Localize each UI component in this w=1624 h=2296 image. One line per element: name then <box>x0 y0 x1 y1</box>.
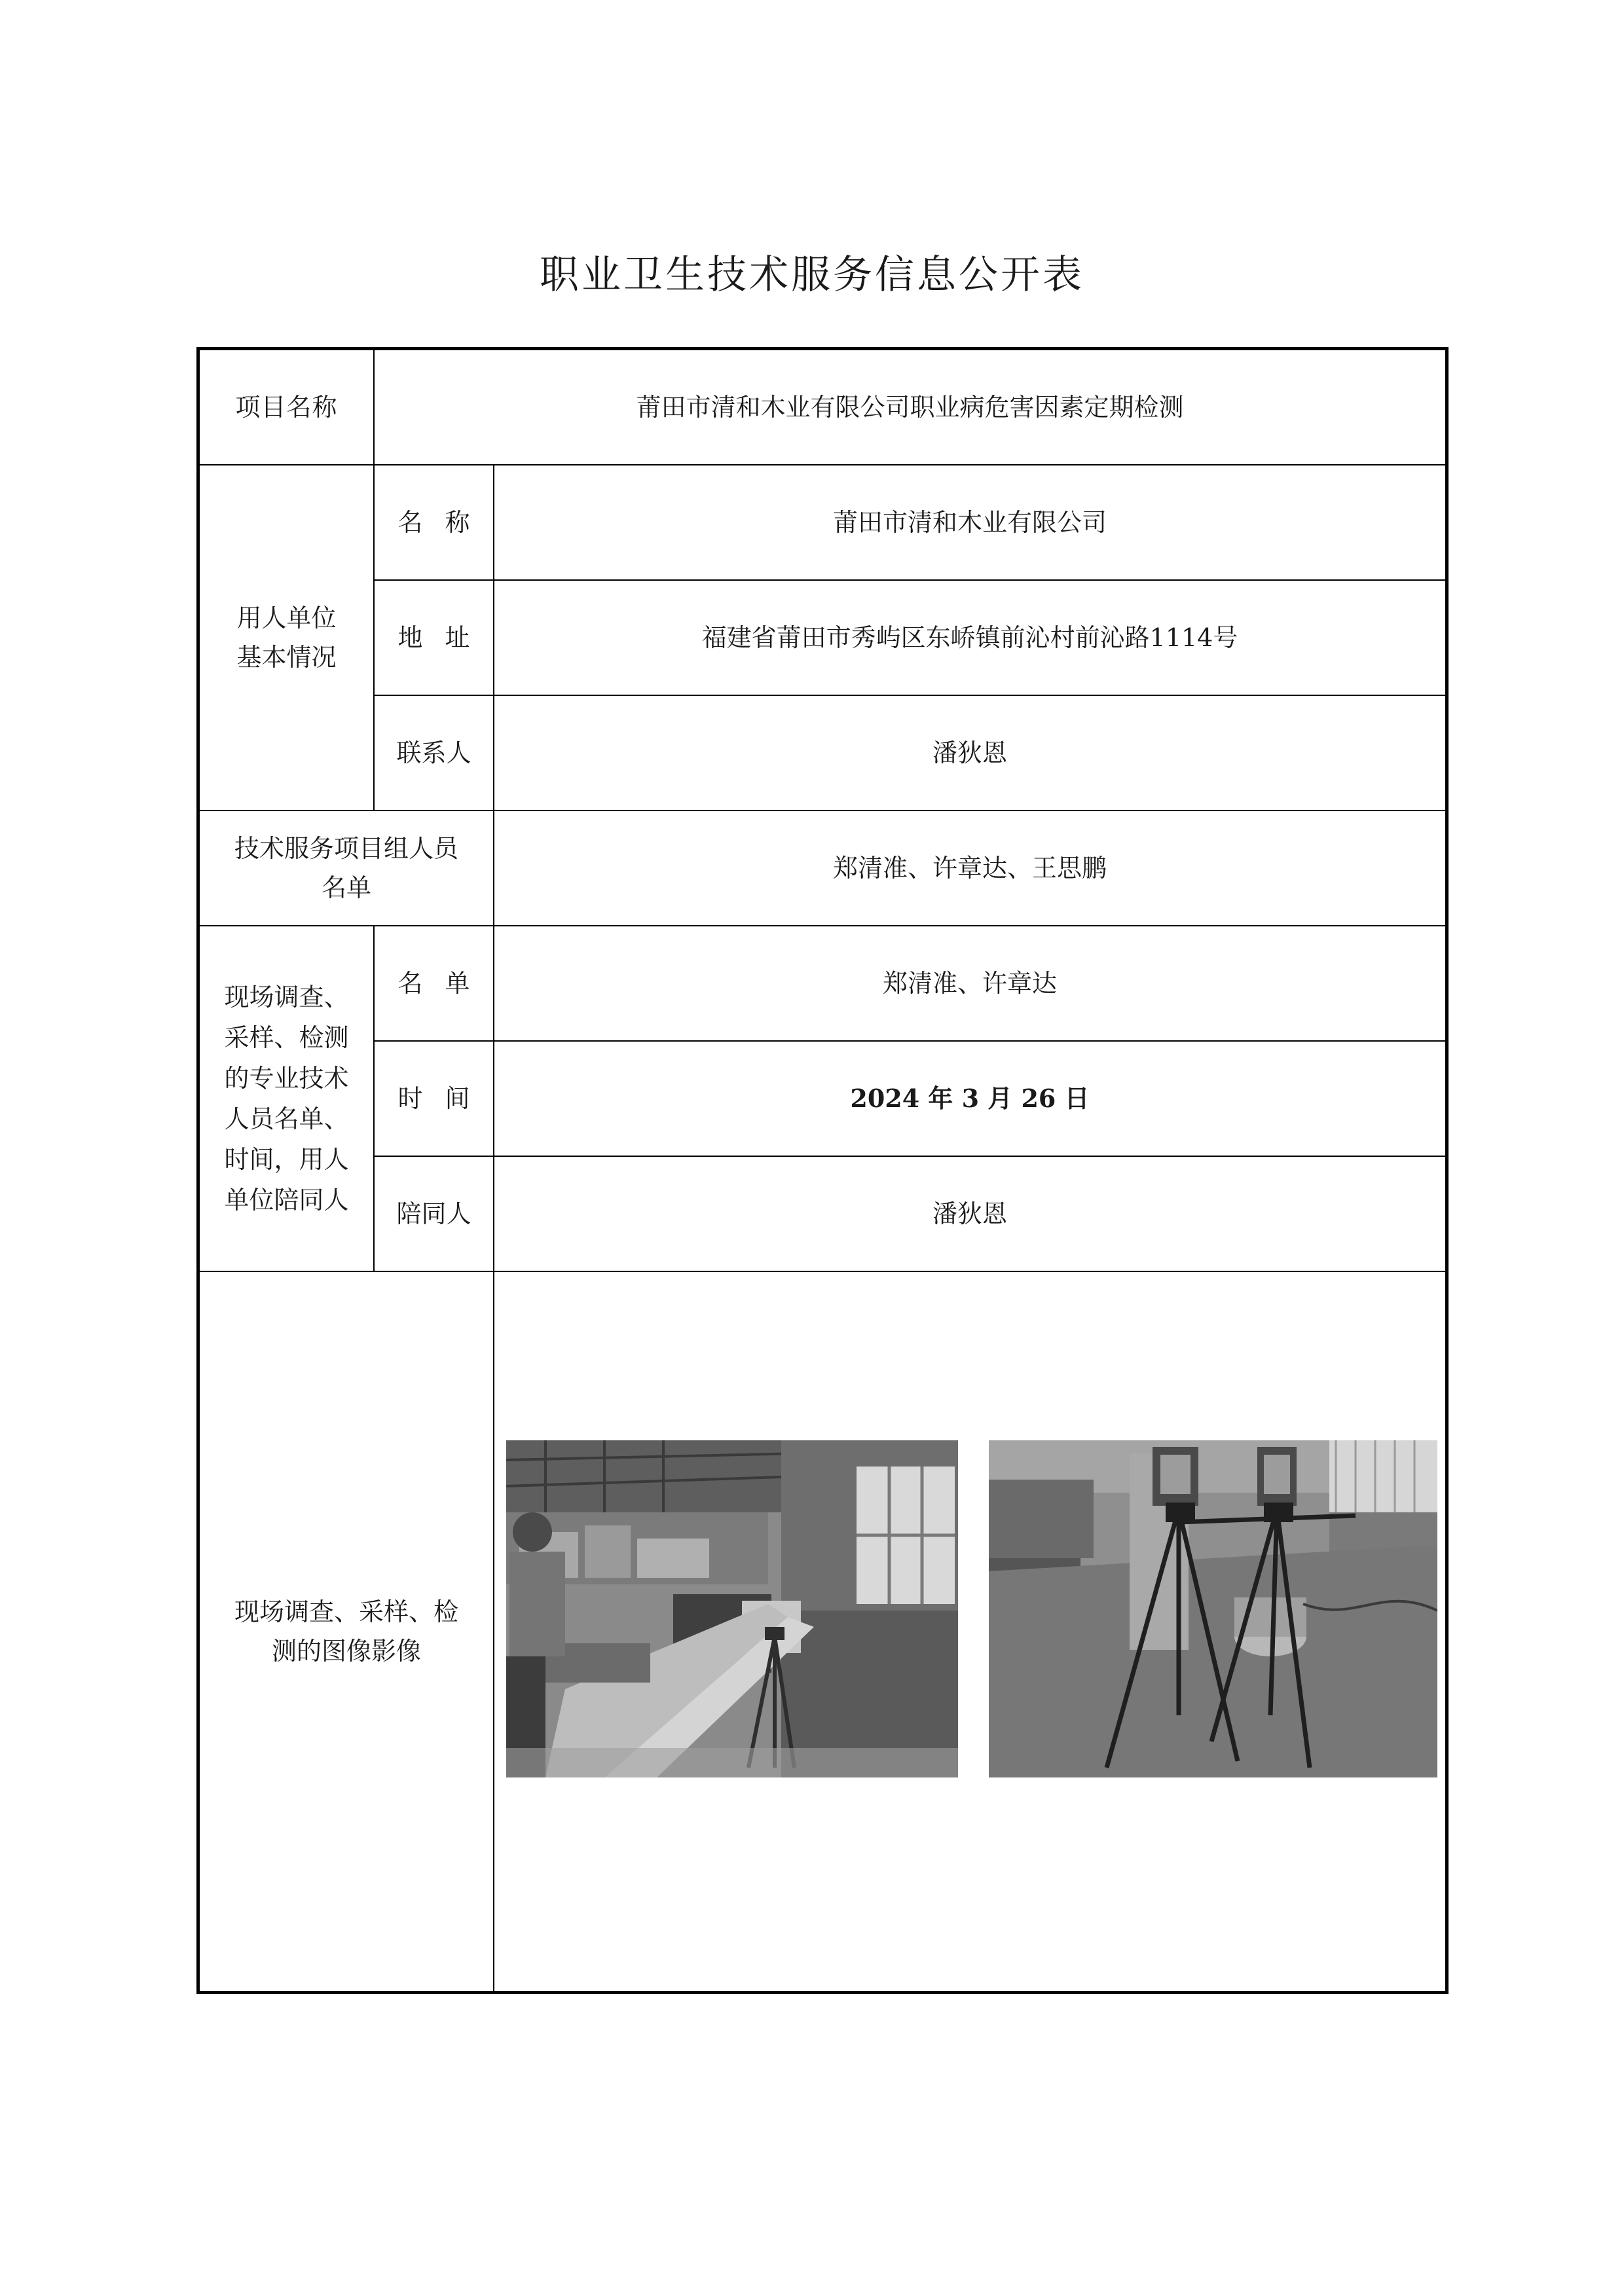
col-divider <box>493 1271 494 1991</box>
info-table <box>196 347 1449 1994</box>
survey-time-label-b: 间 <box>445 1084 470 1113</box>
team-label <box>200 811 493 925</box>
survey-escort-label: 陪同人 <box>396 1199 471 1228</box>
survey-label-line: 采样、检测 <box>224 1023 349 1052</box>
survey-label-line: 人员名单、 <box>224 1104 349 1133</box>
employer-address-label-b: 址 <box>445 623 470 652</box>
project-name-label: 项目名称 <box>235 393 338 422</box>
employer-address-value: 福建省莆田市秀屿区东峤镇前沁村前沁路1114号 <box>701 623 1238 652</box>
survey-list-label-a: 名 <box>397 969 423 998</box>
survey-list-label <box>375 926 493 1040</box>
employer-label-line1: 用人单位 <box>236 604 337 632</box>
tripod-samplers-photo <box>989 1440 1437 1777</box>
images-label-line2: 测的图像影像 <box>271 1637 421 1666</box>
survey-escort-value: 潘狄恩 <box>932 1199 1007 1228</box>
survey-list-label-b: 单 <box>445 969 470 998</box>
survey-time-label-a: 时 <box>397 1084 423 1113</box>
employer-address-label-a: 地 <box>397 623 423 652</box>
team-label-line1: 技术服务项目组人员 <box>234 834 458 863</box>
employer-name-label <box>375 465 493 579</box>
employer-name-value: 莆田市清和木业有限公司 <box>832 508 1107 537</box>
survey-label-line: 单位陪同人 <box>224 1186 349 1214</box>
survey-group-label <box>200 926 373 1271</box>
employer-contact-value: 潘狄恩 <box>932 738 1007 767</box>
employer-contact-label: 联系人 <box>396 738 471 767</box>
survey-list-value: 郑清准、许章达 <box>882 969 1057 998</box>
factory-workers-photo <box>506 1440 958 1777</box>
employer-group-label <box>200 465 373 810</box>
images-label-line1: 现场调查、采样、检 <box>234 1597 458 1626</box>
employer-name-label-b: 称 <box>445 508 470 537</box>
employer-name-label-a: 名 <box>397 508 423 537</box>
page-title: 职业卫生技术服务信息公开表 <box>540 252 1084 298</box>
images-label <box>200 1272 493 1991</box>
employer-label-line2: 基本情况 <box>236 643 337 672</box>
project-name-value: 莆田市清和木业有限公司职业病危害因素定期检测 <box>636 393 1184 422</box>
survey-time-label <box>375 1042 493 1156</box>
team-label-line2: 名单 <box>321 873 371 902</box>
employer-address-label <box>375 581 493 695</box>
team-value: 郑清准、许章达、王思鹏 <box>832 854 1107 883</box>
survey-label-line: 时间，用人 <box>224 1145 349 1174</box>
survey-time-value: 2024 年 3 月 26 日 <box>850 1084 1090 1113</box>
survey-label-line: 现场调查、 <box>224 983 349 1011</box>
survey-label-line: 的专业技术 <box>224 1064 349 1093</box>
